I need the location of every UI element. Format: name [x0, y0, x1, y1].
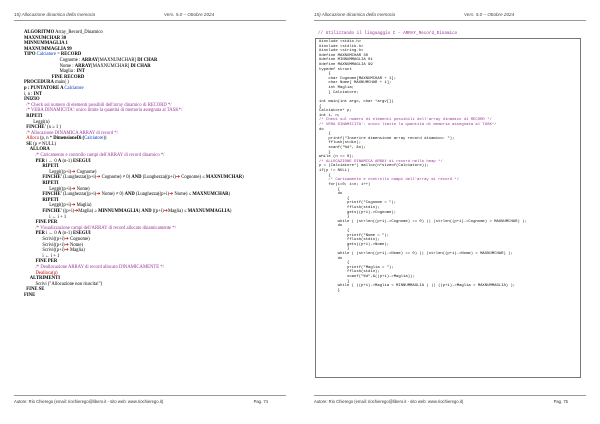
pseudocode-token: [MAXNUMCHAR] — [91, 63, 131, 69]
pseudocode-token: RECORD — [60, 52, 82, 58]
code-line: do — [319, 192, 343, 197]
pseudocode-token: DI CHAR — [137, 57, 158, 63]
pseudocode-token: Calciatore — [36, 52, 56, 58]
code-line: { — [319, 228, 350, 233]
code-line: } — [319, 279, 350, 284]
pseudocode-token: ESEGUI — [73, 158, 91, 164]
code-line: #define MINNUMMAGLIA 01 — [319, 58, 373, 63]
pseudocode-token: FINE — [24, 292, 36, 298]
pseudocode-token: Scrivi((p+i) — [42, 242, 65, 248]
page-number: Pag. 75 — [553, 399, 568, 404]
arrow-icon: ➔ — [64, 242, 69, 248]
pseudocode-token: MAXNUMMAGLIA — [187, 209, 230, 214]
arrow-icon: ➔ — [71, 186, 76, 192]
code-line: #define MAXNUMCHAR 30 — [319, 53, 369, 58]
page-footer — [14, 399, 286, 404]
code-line: fflush(stdin); — [319, 238, 380, 243]
pseudocode-token: i, n : — [24, 91, 34, 97]
pseudocode-token: )) — [103, 136, 107, 142]
chapter-title: 15) Allocazione dinamica della memoria — [14, 12, 96, 17]
pseudocode-token: Nome) ≠ 0) — [100, 192, 125, 198]
code-line: for(i=0; i<n; i++) — [319, 182, 371, 187]
code-line: while ( (strlen((p+i)->Nome) == 0) || (strlen((p+i)->Nome) > MAXNUMCHAR) ); — [319, 252, 513, 257]
pseudocode-token: ) — [228, 192, 231, 198]
pseudocode-token: /* Visualizzazione campi dell'ARRAY di record allocato dinamicamente */ — [35, 225, 176, 231]
author-info: Autore: Rio Chierego (email: riochierego@libero.it - sito web: www.riochierego.it) — [314, 399, 464, 404]
pseudocode-token: RIPETI — [42, 181, 59, 187]
code-line: } — [319, 247, 350, 252]
code-line: scanf("%d",&((p+i)->Maglia)); — [319, 275, 415, 280]
pseudocode-token: TIPO — [24, 52, 37, 58]
pseudocode-token: Calciatore — [84, 136, 104, 142]
pseudocode-token: Maglia : — [59, 69, 77, 75]
pseudocode-token: MAXNUMCHAR — [205, 175, 243, 181]
pseudocode-token: MAXNUMCHAR 30 — [24, 35, 67, 41]
arrow-icon: ➔ — [74, 209, 79, 214]
author-info: Autore: Rio Chierego (email: riochierego@libero.it - sito web: www.riochierego.it) — [14, 399, 164, 404]
code-line: fflush(stdin); — [319, 141, 362, 146]
pseudocode-token: MAXNUMMAGLIA 99 — [24, 46, 72, 52]
code-line: /* Check sul numero di elementi possibili dell'array dinamico di RECORD */ — [319, 118, 492, 123]
pseudocode-token: = — [55, 52, 61, 58]
pseudocode-token: Maglia) — [75, 203, 92, 209]
pseudocode-line — [24, 293, 294, 299]
footer-divider — [14, 395, 286, 396]
pseudocode-token: Nome : — [59, 63, 75, 69]
code-line: if(p != NULL) — [319, 169, 350, 174]
arrow-icon: ➔ — [96, 192, 101, 198]
code-line: { — [319, 173, 331, 178]
pseudocode-token: PROCEDURA — [24, 80, 54, 86]
pseudocode-token: Leggi(n) — [33, 119, 50, 125]
pseudocode-token: Scrivi((p+i) — [42, 236, 65, 242]
code-line: } Calciatore; — [319, 90, 359, 95]
code-line: { — [319, 104, 322, 109]
pseudocode-token: PER — [35, 231, 45, 237]
pseudocode-token: i ← 0 — [44, 158, 58, 164]
code-line: /* ALLOCAZIONE DINAMICA ARRAY di record nello heap */ — [319, 159, 443, 164]
code-line: /* Caricamento e controllo campi dell'array di record */ — [319, 178, 460, 183]
pseudocode-token: FINCHE' — [42, 209, 62, 214]
code-line: printf("Maglia = "); — [319, 265, 394, 270]
page-header — [14, 12, 286, 17]
code-line: fflush(stdin); — [319, 205, 380, 210]
header-divider — [314, 20, 586, 21]
pseudocode-token: Array_Record_Dinamico — [54, 30, 103, 35]
pseudocode-token: RIPETI — [42, 197, 59, 203]
pseudocode-token: FINCHE' — [42, 192, 62, 198]
pseudocode-token: Leggi((p+i) — [49, 203, 72, 209]
code-line: { — [319, 261, 350, 266]
code-line: typedef struct — [319, 67, 352, 72]
code-line: #include <string.h> — [319, 49, 364, 54]
pseudocode-token: p : PUNTATORE A — [24, 85, 65, 91]
pseudocode-token: Leggi((p+i) — [49, 186, 72, 192]
pseudocode-token: ESEGUI — [73, 231, 91, 237]
code-line: printf("Nome = "); — [319, 233, 390, 238]
pseudocode-token: DI CHAR — [130, 63, 151, 69]
pseudocode-token: /* Check sul numero di elementi possibili dell'array dinamico di RECORD */ — [26, 102, 172, 108]
pseudocode-token: /* Caricamento e controllo campi dell'ARRAY di record dinamico */ — [35, 153, 165, 159]
code-line: char Cognome[MAXNUMCHAR + 1]; — [319, 76, 397, 81]
pseudocode-token: Cognome) — [68, 236, 90, 242]
code-line: } — [319, 288, 341, 293]
pseudocode-token: ALTRIMENTI — [29, 276, 61, 282]
pseudocode-token: (n-1) — [61, 158, 74, 164]
pseudocode-token: Nome) — [68, 242, 83, 248]
arrow-icon: ➔ — [64, 248, 69, 254]
code-line: { — [319, 132, 331, 137]
pseudocode-algorithm — [24, 30, 294, 299]
code-line: fflush(stdin); — [319, 270, 380, 275]
pseudocode-token: ARRAY — [74, 63, 92, 69]
version-label: Vers. 5.0 – Ottobre 2024 — [164, 12, 215, 17]
pseudocode-token: i ← i + 1 — [49, 214, 67, 220]
pseudocode-token: FINCHE' — [26, 125, 48, 131]
code-line: gets((p+i)->Cognome); — [319, 210, 397, 215]
pseudocode-token: RIPETI — [26, 113, 43, 119]
page-footer — [314, 399, 586, 404]
pseudocode-token: Nome) — [75, 186, 90, 192]
pseudocode-token: ((p+i) — [61, 209, 75, 214]
pseudocode-token: Dimensione — [53, 136, 77, 142]
pseudocode-token: i ← i + 1 — [42, 253, 60, 259]
pseudocode-token: MINNUMMAGLIA — [98, 209, 139, 214]
pseudocode-token: ALGORITMO — [24, 30, 55, 35]
pseudocode-token: (p, n * — [39, 136, 54, 142]
pseudocode-token: /* Allocazione DINAMICA ARRAY di record */ — [26, 130, 118, 136]
pseudocode-token: FINE PER — [35, 259, 58, 265]
pseudocode-token: Cognome : — [59, 57, 82, 63]
code-line: do — [319, 256, 343, 261]
code-line: while ( ((p+i)->Maglia < MINNUMMAGLIA ) || ((p+i)->Maglia > MAXNUMMAGLIA) ); — [319, 284, 516, 289]
pseudocode-token: ARRAY — [81, 57, 99, 63]
pseudocode-token: INT — [33, 91, 42, 97]
pseudocode-token: SE — [26, 141, 34, 147]
pseudocode-token: (Lunghezza((p+i) — [134, 192, 170, 198]
code-line: Calciatore* p; — [319, 109, 352, 114]
code-line: while ( (strlen((p+i)->Cognome) == 0) || (strlen((p+i)->Cognome) > MAXNUMCHAR) ); — [319, 219, 527, 224]
footer-divider — [314, 395, 586, 396]
code-line: { — [319, 72, 331, 77]
pseudocode-token: RIPETI — [42, 164, 59, 170]
arrow-icon: ➔ — [163, 209, 168, 214]
pseudocode-token: Cognome) — [75, 169, 97, 175]
code-line: gets((p+i)->Nome); — [319, 242, 390, 247]
code-line: int main(int argc, char *argv[]) — [319, 99, 394, 104]
code-title-comment: // Utilizzando il linguaggio C - ARRAY_Record_Dinamico — [318, 31, 458, 36]
pseudocode-token: ) — [242, 175, 244, 181]
pseudocode-token: FINCHE' — [42, 175, 62, 181]
pseudocode-token: AND — [131, 175, 142, 181]
code-line: do — [319, 224, 343, 229]
pseudocode-token: PER — [35, 158, 45, 164]
pseudocode-token: main( ) — [53, 80, 69, 86]
pseudocode-token: INT — [76, 69, 85, 75]
pseudocode-token: FINE SE — [26, 287, 45, 293]
pseudocode-token: FINE PER — [35, 220, 58, 226]
pseudocode-token: ALLORA — [29, 147, 50, 153]
pseudocode-token: [MAXNUMCHAR] — [98, 57, 138, 63]
code-line: } — [319, 150, 331, 155]
page-number: Pag. 74 — [253, 399, 268, 404]
pseudocode-token: Scrivi ("Allocazione non riuscita!") — [35, 281, 103, 287]
pseudocode-token: Maglia) ≤ — [167, 209, 188, 214]
code-line: #include <stdlib.h> — [319, 44, 364, 49]
pseudocode-token: AND — [141, 209, 152, 214]
c-source-code — [319, 40, 527, 294]
code-line: int i, n; — [319, 113, 341, 118]
arrow-icon: ➔ — [175, 175, 181, 181]
code-line: scanf("%d", &n); — [319, 146, 366, 151]
pseudocode-token: (p ≠ NULL) — [33, 141, 57, 147]
pseudocode-token: Cognome) ≤ — [180, 175, 206, 181]
pseudocode-token: /* VERA DINAMICITA': unico limite la quantità di memoria assegnata al TASK*/ — [26, 108, 183, 114]
arrow-icon: ➔ — [96, 175, 101, 181]
pseudocode-token: AND — [124, 192, 135, 198]
pseudocode-token: Calciatore — [64, 85, 84, 91]
pseudocode-token: Dealloca(p) — [35, 270, 58, 276]
pseudocode-token: Maglia) ≥ — [78, 209, 99, 214]
pseudocode-token: Nome) ≤ — [173, 192, 193, 198]
arrow-icon: ➔ — [169, 192, 174, 198]
code-line: char Nome[ MAXNUMCHAR + 1]; — [319, 81, 392, 86]
code-line: printf("Cognome = "); — [319, 201, 397, 206]
right-page — [300, 0, 600, 424]
pseudocode-token: (Lunghezza((p+i) — [141, 175, 176, 181]
pseudocode-token: Leggi((p+i) — [49, 169, 72, 175]
pseudocode-token: Alloca — [26, 136, 40, 142]
arrow-icon: ➔ — [64, 236, 69, 242]
code-line: p = (Calciatore*) malloc(n*sizeof(Calciatore)); — [319, 164, 429, 169]
pseudocode-token: MAXNUMCHAR — [192, 192, 229, 198]
pseudocode-token: Scrivi((p+i) — [42, 248, 65, 254]
code-line: int Maglia; — [319, 86, 355, 91]
header-divider — [14, 20, 286, 21]
pseudocode-token: ((p+i) — [151, 209, 164, 214]
version-label: Vers. 5.0 – Ottobre 2024 — [464, 12, 515, 17]
pseudocode-token: (Lunghezza((p+i) — [61, 192, 97, 198]
code-line: { — [319, 196, 350, 201]
code-line: while (n <= 0); — [319, 155, 355, 160]
arrow-icon: ➔ — [71, 203, 76, 209]
pseudocode-token: /* Deallocazione ARRAY di record allocato DINAMICAMENTE */ — [35, 264, 164, 270]
pseudocode-token: i ← 0 — [44, 231, 58, 237]
pseudocode-token: INIZIO — [24, 97, 40, 103]
pseudocode-token: A — [57, 231, 62, 237]
code-line: printf("Inserire dimensione array record dinamico: "); — [319, 136, 455, 141]
pseudocode-token: MINNUMMAGLIA 1 — [24, 41, 68, 47]
chapter-title: 15) Allocazione dinamica della memoria — [314, 12, 396, 17]
pseudocode-token: FINE RECORD — [51, 74, 85, 80]
pseudocode-token: A — [57, 158, 62, 164]
pseudocode-token: (n-1) — [61, 231, 74, 237]
pseudocode-token: Di ( — [76, 136, 85, 142]
pseudocode-token: (Lunghezza((p+i) — [61, 175, 97, 181]
pseudocode-token: (n ≥ 1 ) — [47, 125, 61, 131]
pseudocode-token: ) — [138, 209, 142, 214]
code-line: do — [319, 127, 324, 132]
code-line: } — [319, 215, 350, 220]
pseudocode-token: Cognome) ≠ 0) — [100, 175, 132, 181]
pseudocode-token: Maglia) — [68, 248, 85, 254]
pseudocode-token: ) — [229, 209, 232, 214]
code-line: /* VERA DINAMICITA': unico limite la quantità di memoria assegnata al TASK*/ — [319, 122, 497, 127]
code-line: { — [319, 187, 341, 192]
code-line: #include <stdio.h> — [319, 40, 362, 44]
code-line: #define MAXNUMMAGLIA 99 — [319, 63, 373, 68]
page-header — [314, 12, 586, 17]
arrow-icon: ➔ — [71, 169, 76, 175]
